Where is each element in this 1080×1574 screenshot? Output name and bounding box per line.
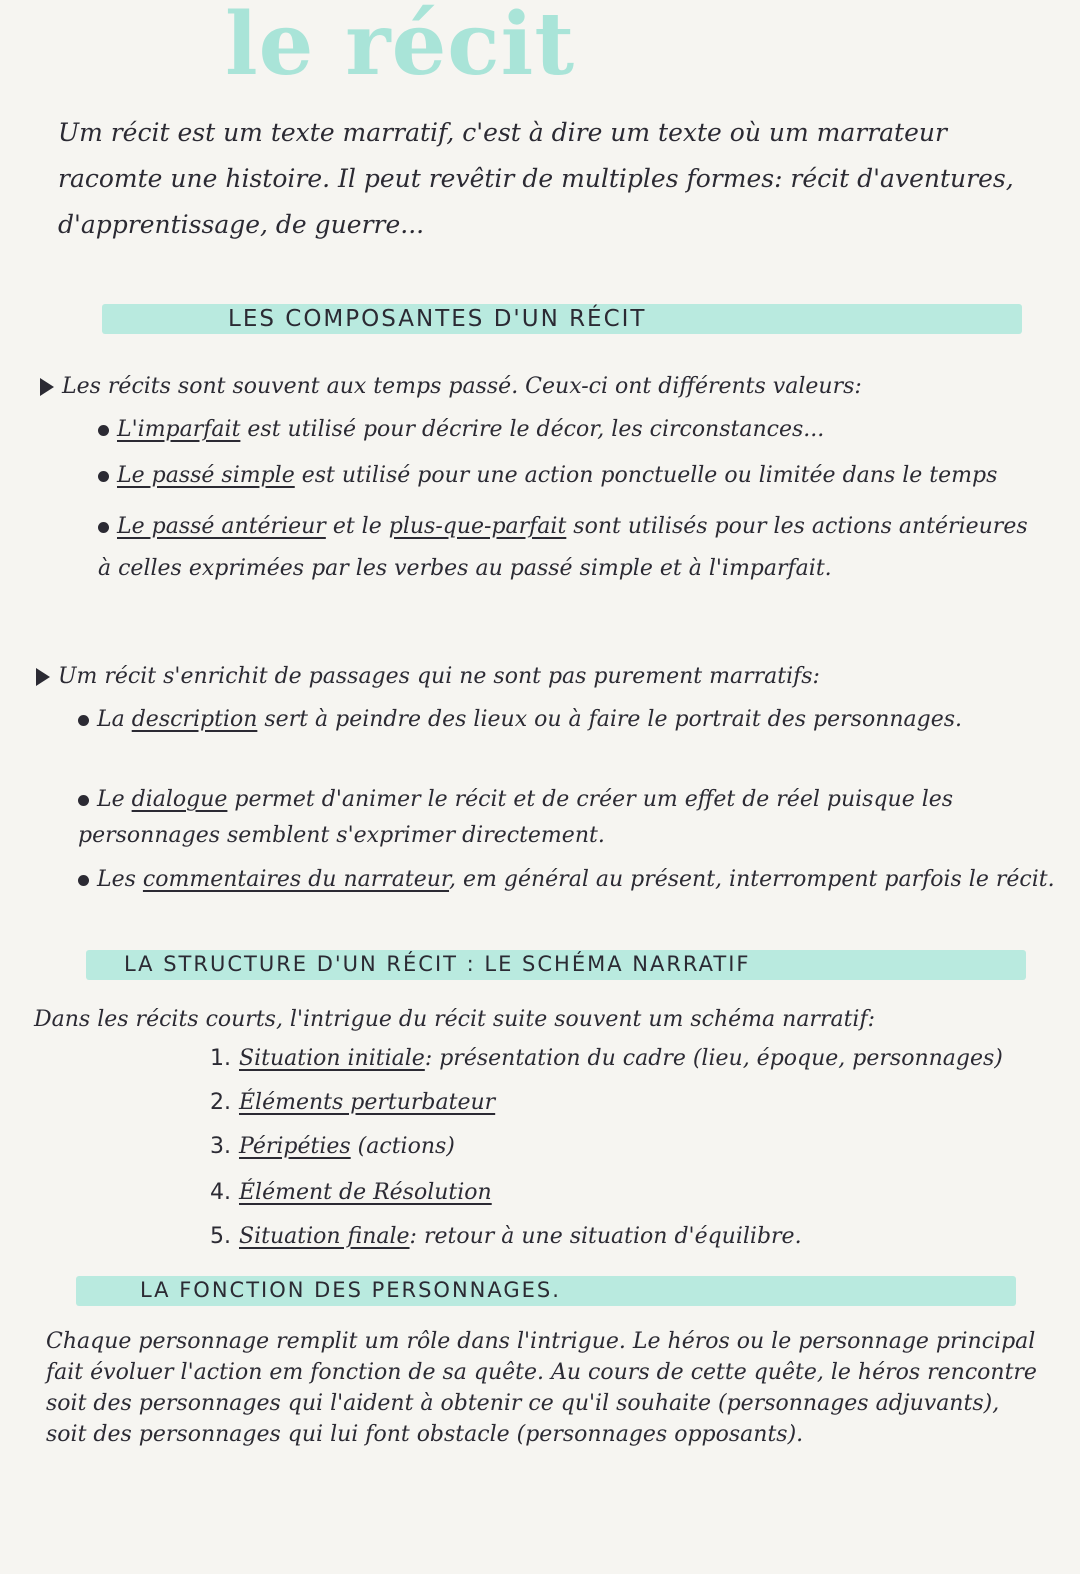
step-5 (210, 1222, 802, 1252)
intro-paragraph: Um récit est um texte marratif, c'est à dire um texte où um marrateur racomte une histoire. Il peut revêtir de multiples formes: récit d'aventures, d'apprentissage, de guerre... (58, 118, 1014, 239)
passe-simple-item (98, 460, 1058, 492)
bullet2-text: Um récit s'enrichit de passages qui ne sont pas purement marratifs: (58, 664, 820, 689)
term-imparfait: L'imparfait (117, 417, 241, 442)
dialogue-pre: Le (97, 787, 132, 812)
step-term: Éléments perturbateur (239, 1090, 496, 1115)
bullet1-text: Les récits sont souvent aux temps passé. Ceux-ci ont différents valeurs: (62, 374, 862, 399)
step-number: 5. (210, 1224, 231, 1249)
step-2 (210, 1088, 495, 1118)
commentaires-pre: Les (97, 867, 143, 892)
imparfait-item (98, 414, 1048, 446)
section1-bullet2 (36, 662, 1036, 692)
term-plus-que-parfait: plus-que-parfait (388, 514, 567, 539)
section2-intro: Dans les récits courts, l'intrigue du récit suite souvent um schéma narratif: (34, 1007, 876, 1032)
section2-heading: LA STRUCTURE D'UN RÉCIT : LE SCHÉMA NARRATIF (124, 952, 751, 976)
description-item (78, 702, 998, 738)
term-description: description (131, 707, 258, 732)
commentaires-rest: , em général au présent, interrompent parfois le récit. (449, 867, 1055, 892)
passe-simple-rest: est utilisé pour une action ponctuelle ou limitée dans le temps (294, 463, 998, 488)
dot-bullet-icon (78, 875, 89, 886)
dialogue-rest: permet d'animer le récit et de créer um effet de réel puisque les personnages semblent s'exprimer directement. (78, 787, 954, 848)
dot-bullet-icon (98, 471, 109, 482)
step-number: 2. (210, 1090, 231, 1115)
term-commentaires: commentaires du narrateur (142, 867, 450, 892)
dot-bullet-icon (78, 795, 89, 806)
step-3 (210, 1132, 455, 1162)
step-rest: (actions) (350, 1134, 455, 1159)
dialogue-item (78, 782, 1058, 854)
step-1 (210, 1044, 1070, 1074)
section1-heading: LES COMPOSANTES D'UN RÉCIT (228, 306, 647, 332)
step-number: 3. (210, 1134, 231, 1159)
step-term: Situation initiale (239, 1046, 425, 1071)
passe-anterieur-mid: et le (325, 514, 389, 539)
step-term: Élément de Résolution (239, 1180, 492, 1205)
passe-anterieur-item (98, 506, 1038, 590)
step-term: Péripéties (239, 1134, 351, 1159)
section1-bullet1 (40, 372, 1040, 402)
imparfait-rest: est utilisé pour décrire le décor, les circonstances... (240, 417, 825, 442)
step-number: 4. (210, 1180, 231, 1205)
dot-bullet-icon (78, 715, 89, 726)
passe-anterieur-rest: sont utilisés pour les actions antérieures à celles exprimées par les verbes au passé simple et à l'imparfait. (98, 514, 1028, 581)
section3-heading: LA FONCTION DES PERSONNAGES. (140, 1278, 561, 1302)
triangle-bullet-icon (36, 668, 50, 686)
step-rest: : présentation du cadre (lieu, époque, personnages) (424, 1046, 1003, 1071)
description-rest: sert à peindre des lieux ou à faire le portrait des personnages. (257, 707, 963, 732)
term-passe-anterieur: Le passé antérieur (117, 514, 326, 539)
section3-paragraph: Chaque personnage remplit um rôle dans l'intrigue. Le héros ou le personnage principal fait évoluer l'action em fonction de sa quête. Au cours de cette quête, le héros rencontre soit des personnages qui l'aident à obtenir ce qu'il souhaite (personnages adjuvants), soit des personnages qui lui font obstacle (personnages opposants). (46, 1329, 1037, 1447)
step-term: Situation finale (239, 1224, 410, 1249)
dot-bullet-icon (98, 425, 109, 436)
description-pre: La (97, 707, 132, 732)
dot-bullet-icon (98, 522, 109, 533)
page-title: le récit (224, 0, 576, 95)
step-4 (210, 1178, 492, 1208)
term-dialogue: dialogue (131, 787, 228, 812)
triangle-bullet-icon (40, 378, 54, 396)
step-rest: : retour à une situation d'équilibre. (409, 1224, 802, 1249)
step-number: 1. (210, 1046, 231, 1071)
commentaires-item (78, 864, 1058, 896)
term-passe-simple: Le passé simple (117, 463, 295, 488)
